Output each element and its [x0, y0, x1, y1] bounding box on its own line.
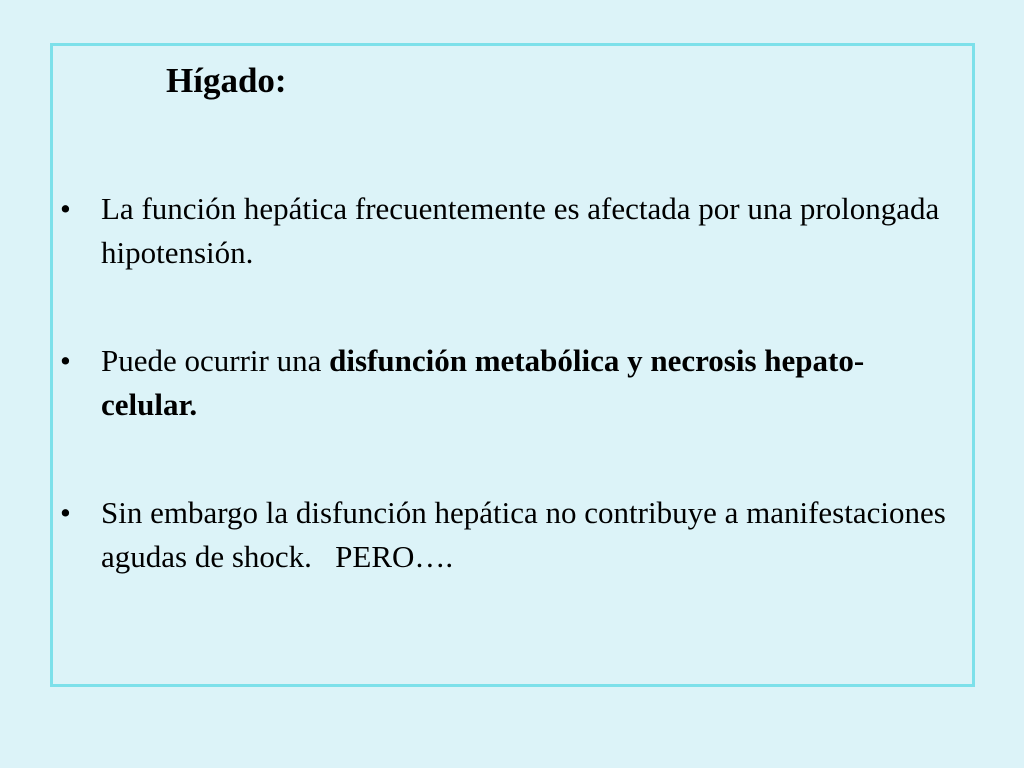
bullet-item-metabolic-dysfunction — [60, 339, 960, 427]
bullet-dot-icon: • — [60, 343, 71, 378]
bullet-dot-icon: • — [60, 495, 71, 530]
bullet-list — [60, 187, 960, 579]
bullet-text-bold: disfunción metabólica y necrosis hepato-celular. — [101, 343, 865, 422]
bullet-text-prefix: Puede ocurrir una — [101, 343, 330, 378]
bullet-item-liver-function — [60, 187, 960, 275]
bullet-dot-icon: • — [60, 191, 71, 226]
bullet-text: Sin embargo la disfunción hepática no contribuye a manifestaciones agudas de shock. PERO…. — [101, 495, 954, 574]
bullet-item-shock-contribution — [60, 491, 960, 579]
bullet-text: La función hepática frecuentemente es afectada por una prolongada hipotensión. — [101, 191, 940, 270]
slide-title: Hígado: — [166, 61, 287, 100]
